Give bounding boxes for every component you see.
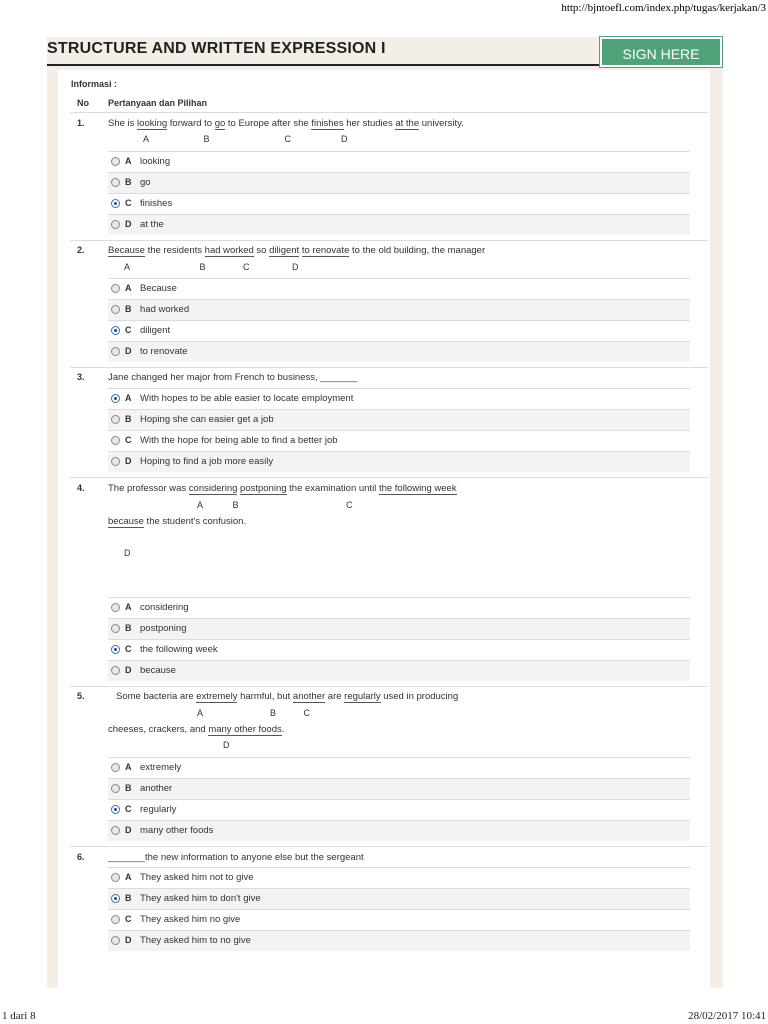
option-text: postponing xyxy=(140,623,187,634)
option-letter: A xyxy=(125,283,132,293)
underlined-part-a: looking xyxy=(137,118,168,129)
stem-text: to the old building, the manager xyxy=(349,245,486,256)
question-separator xyxy=(70,846,708,847)
question-separator xyxy=(70,686,708,687)
option-row[interactable] xyxy=(108,660,690,681)
option-row[interactable] xyxy=(108,867,690,888)
part-letters: A B C xyxy=(197,708,311,718)
question-separator xyxy=(70,240,708,241)
option-row[interactable] xyxy=(108,341,690,362)
option-row[interactable] xyxy=(108,409,690,430)
option-letter: B xyxy=(125,783,132,793)
stem-text: cheeses, crackers, and xyxy=(108,724,209,735)
option-row[interactable] xyxy=(108,451,690,472)
question-number: 1. xyxy=(77,118,85,128)
radio-button[interactable] xyxy=(111,305,120,314)
option-row[interactable] xyxy=(108,597,690,618)
underlined-part-c: regularly xyxy=(344,691,381,702)
option-letter: D xyxy=(125,219,132,229)
option-text: regularly xyxy=(140,804,177,815)
stem-text: the student's confusion. xyxy=(143,516,247,527)
option-text: another xyxy=(140,783,173,794)
part-letters: A B C xyxy=(197,500,353,510)
question-stem xyxy=(116,691,458,702)
option-text: had worked xyxy=(140,304,190,315)
radio-button[interactable] xyxy=(111,284,120,293)
radio-button[interactable] xyxy=(111,178,120,187)
option-text: Hoping to find a job more easily xyxy=(140,456,274,467)
option-text: because xyxy=(140,665,176,676)
option-text: considering xyxy=(140,602,189,613)
stem-text: The professor was xyxy=(108,483,189,494)
page-indicator: 1 dari 8 xyxy=(2,1010,36,1022)
option-text: They asked him to don't give xyxy=(140,893,261,904)
option-letter: A xyxy=(125,156,132,166)
option-row[interactable] xyxy=(108,909,690,930)
option-row[interactable] xyxy=(108,778,690,799)
underlined-part-b: postponing xyxy=(240,483,287,494)
option-text: diligent xyxy=(140,325,171,336)
option-row[interactable] xyxy=(108,639,690,660)
stem-text: forward to xyxy=(167,118,215,129)
option-text: many other foods xyxy=(140,825,214,836)
radio-button-selected[interactable] xyxy=(111,326,120,335)
option-text: looking xyxy=(140,156,171,167)
option-text: They asked him no give xyxy=(140,914,241,925)
option-row[interactable] xyxy=(108,618,690,639)
question-stem xyxy=(108,118,464,129)
option-text: to renovate xyxy=(140,346,188,357)
title-divider xyxy=(47,64,599,66)
underlined-part-a: considering xyxy=(188,483,238,494)
radio-button[interactable] xyxy=(111,873,120,882)
column-header-no: No xyxy=(77,98,89,108)
question-separator xyxy=(70,477,708,478)
option-text: Hoping she can easier get a job xyxy=(140,414,274,425)
underlined-part-c: finishes xyxy=(311,118,344,129)
radio-button[interactable] xyxy=(111,936,120,945)
radio-button[interactable] xyxy=(111,624,120,633)
option-text: Because xyxy=(140,283,177,294)
underlined-part-d: because xyxy=(108,516,144,527)
column-header-question: Pertanyaan dan Pilihan xyxy=(108,98,208,108)
option-letter: A xyxy=(125,762,132,772)
underlined-part-b: go xyxy=(214,118,226,129)
radio-button[interactable] xyxy=(111,220,120,229)
sign-here-button[interactable]: SIGN HERE xyxy=(600,37,722,67)
print-datetime: 28/02/2017 10:41 xyxy=(688,1010,766,1022)
option-row[interactable] xyxy=(108,299,690,320)
underlined-part-d: to renovate xyxy=(301,245,350,256)
radio-button-selected[interactable] xyxy=(111,894,120,903)
stem-text: are xyxy=(325,691,345,702)
radio-button[interactable] xyxy=(111,457,120,466)
underlined-part-c: the following week xyxy=(378,483,457,494)
question-separator xyxy=(70,112,708,113)
option-text: the following week xyxy=(140,644,218,655)
option-letter: D xyxy=(125,665,132,675)
option-letter: D xyxy=(125,935,132,945)
radio-button[interactable] xyxy=(111,415,120,424)
option-letter: D xyxy=(125,456,132,466)
question-number: 5. xyxy=(77,691,85,701)
question-number: 3. xyxy=(77,372,85,382)
radio-button[interactable] xyxy=(111,157,120,166)
question-separator xyxy=(70,367,708,368)
option-row[interactable] xyxy=(108,320,690,341)
stem-text: the residents xyxy=(144,245,205,256)
stem-text: her studies xyxy=(343,118,396,129)
question-number: 6. xyxy=(77,852,85,862)
radio-button[interactable] xyxy=(111,784,120,793)
radio-button-selected[interactable] xyxy=(111,199,120,208)
option-letter: A xyxy=(125,872,132,882)
underlined-part-c: diligent xyxy=(269,245,300,256)
part-letters: D xyxy=(223,740,230,750)
option-letter: B xyxy=(125,893,132,903)
page-title: STRUCTURE AND WRITTEN EXPRESSION I xyxy=(47,40,386,57)
stem-text: She is xyxy=(108,118,138,129)
option-row[interactable] xyxy=(108,430,690,451)
stem-text: Some bacteria are xyxy=(116,691,197,702)
option-letter: A xyxy=(125,393,132,403)
radio-button[interactable] xyxy=(111,436,120,445)
option-text: finishes xyxy=(140,198,173,209)
option-letter: D xyxy=(125,346,132,356)
part-letters: A B C D xyxy=(124,262,299,272)
option-text: at the xyxy=(140,219,164,230)
question-stem: _______the new information to anyone else but the sergeant xyxy=(108,852,364,863)
radio-button[interactable] xyxy=(111,603,120,612)
underlined-part-b: another xyxy=(292,691,326,702)
option-row[interactable] xyxy=(108,193,690,214)
info-label: Informasi : xyxy=(71,79,118,89)
option-text: They asked him to no give xyxy=(140,935,251,946)
radio-button[interactable] xyxy=(111,763,120,772)
option-row[interactable] xyxy=(108,930,690,951)
question-stem-line2 xyxy=(108,516,246,527)
option-letter: C xyxy=(125,644,132,654)
option-row[interactable] xyxy=(108,151,690,172)
underlined-part-d: at the xyxy=(395,118,420,129)
option-letter: C xyxy=(125,198,132,208)
option-row[interactable] xyxy=(108,820,690,841)
underlined-part-b: had worked xyxy=(204,245,254,256)
radio-button[interactable] xyxy=(111,915,120,924)
question-stem xyxy=(108,483,457,494)
radio-button-selected[interactable] xyxy=(111,645,120,654)
radio-button[interactable] xyxy=(111,666,120,675)
page-url: http://bjntoefl.com/index.php/tugas/kerjakan/3 xyxy=(561,2,766,14)
stem-text: university. xyxy=(419,118,464,129)
stem-text: harmful, but xyxy=(237,691,293,702)
stem-text: used in producing xyxy=(380,691,459,702)
underlined-part-d: many other foods xyxy=(208,724,282,735)
underlined-part-a: Because xyxy=(108,245,145,256)
option-letter: A xyxy=(125,602,132,612)
option-letter: B xyxy=(125,414,132,424)
option-row[interactable] xyxy=(108,388,690,409)
radio-button[interactable] xyxy=(111,347,120,356)
stem-text: so xyxy=(253,245,270,256)
question-stem: Jane changed her major from French to business, _______ xyxy=(108,372,358,383)
option-text: With hopes to be able easier to locate employment xyxy=(140,393,354,404)
underlined-part-a: extremely xyxy=(196,691,238,702)
radio-button-selected[interactable] xyxy=(111,394,120,403)
option-row[interactable] xyxy=(108,888,690,909)
option-letter: C xyxy=(125,804,132,814)
option-row[interactable] xyxy=(108,172,690,193)
option-letter: D xyxy=(125,825,132,835)
option-letter: B xyxy=(125,177,132,187)
part-letters: A B C D xyxy=(143,134,348,144)
option-text: extremely xyxy=(140,762,182,773)
radio-button-selected[interactable] xyxy=(111,805,120,814)
option-letter: B xyxy=(125,623,132,633)
option-letter: B xyxy=(125,304,132,314)
option-text: With the hope for being able to find a better job xyxy=(140,435,338,446)
question-stem xyxy=(108,245,485,256)
question-stem-line2 xyxy=(108,724,284,735)
stem-text: . xyxy=(281,724,285,735)
option-text: go xyxy=(140,177,151,188)
stem-text: to Europe after she xyxy=(225,118,312,129)
question-number: 4. xyxy=(77,483,85,493)
option-row[interactable] xyxy=(108,214,690,235)
option-letter: C xyxy=(125,325,132,335)
radio-button[interactable] xyxy=(111,826,120,835)
option-letter: C xyxy=(125,914,132,924)
option-text: They asked him not to give xyxy=(140,872,254,883)
part-letters: D xyxy=(124,548,131,558)
stem-text: the examination until xyxy=(286,483,379,494)
option-row[interactable] xyxy=(108,757,690,778)
option-letter: C xyxy=(125,435,132,445)
option-row[interactable] xyxy=(108,799,690,820)
option-row[interactable] xyxy=(108,278,690,299)
question-number: 2. xyxy=(77,245,85,255)
